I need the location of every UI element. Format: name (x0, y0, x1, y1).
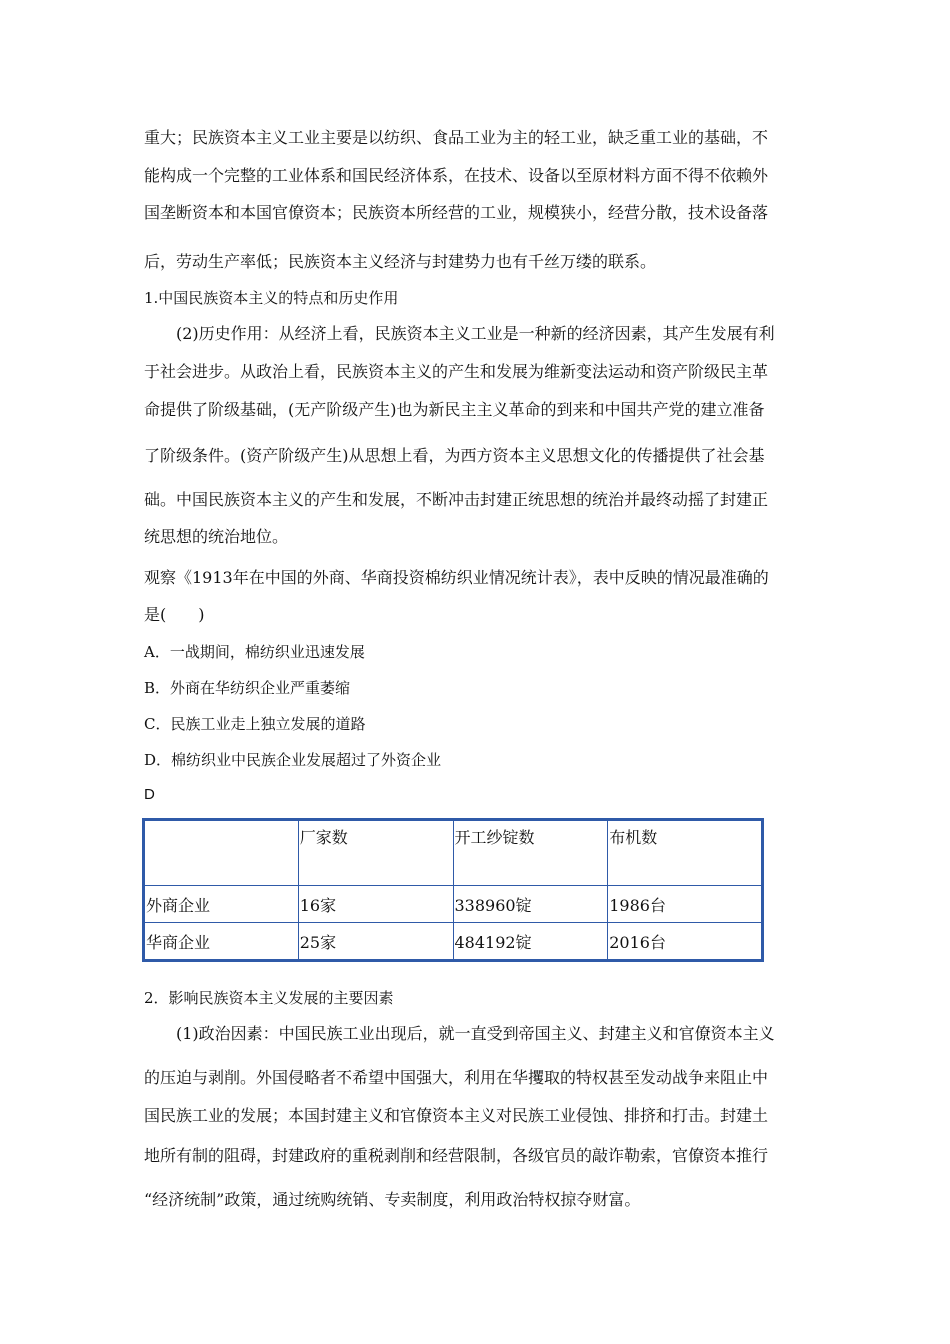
section-heading-2: 2．影响民族资本主义发展的主要因素 (144, 989, 394, 1007)
answer: D (144, 786, 155, 803)
option-b: B．外商在华纺织企业严重萎缩 (144, 679, 351, 697)
paragraph-line: 于社会进步。从政治上看，民族资本主义的产生和发展为维新变法运动和资产阶级民主革 (144, 362, 769, 381)
table-cell: 2016台 (608, 923, 763, 961)
paragraph-line: 了阶级条件。(资产阶级产生)从思想上看，为西方资本主义思想文化的传播提供了社会基 (144, 446, 765, 465)
paragraph-line: 统思想的统治地位。 (144, 527, 289, 546)
paragraph-line: “经济统制”政策，通过统购统销、专卖制度，利用政治特权掠夺财富。 (144, 1190, 641, 1209)
table-cell: 484192锭 (453, 923, 608, 961)
table-cell: 华商企业 (144, 923, 299, 961)
paragraph-line: 重大；民族资本主义工业主要是以纺织、食品工业为主的轻工业，缺乏重工业的基础，不 (144, 128, 769, 147)
paragraph-line: 国垄断资本和本国官僚资本；民族资本所经营的工业，规模狭小，经营分散，技术设备落 (144, 203, 769, 222)
paragraph-line: 能构成一个完整的工业体系和国民经济体系，在技术、设备以至原材料方面不得不依赖外 (144, 166, 769, 185)
paragraph-line: 础。中国民族资本主义的产生和发展，不断冲击封建正统思想的统治并最终动摇了封建正 (144, 490, 769, 509)
table-cell: 外商企业 (144, 886, 299, 923)
question-line: 观察《1913年在中国的外商、华商投资棉纺织业情况统计表》，表中反映的情况最准确的 (144, 568, 769, 587)
table-header-cell: 布机数 (608, 820, 763, 886)
table-header-cell: 厂家数 (298, 820, 453, 886)
paragraph-line: 命提供了阶级基础，(无产阶级产生)也为新民主主义革命的到来和中国共产党的建立准备 (144, 400, 765, 419)
paragraph-line: (2)历史作用：从经济上看，民族资本主义工业是一种新的经济因素，其产生发展有利 (176, 324, 775, 343)
option-d: D．棉纺织业中民族企业发展超过了外资企业 (144, 751, 442, 769)
option-c: C．民族工业走上独立发展的道路 (144, 715, 366, 733)
table-header-row (144, 820, 763, 886)
paragraph-line: (1)政治因素：中国民族工业出现后，就一直受到帝国主义、封建主义和官僚资本主义 (176, 1024, 775, 1043)
paragraph-line: 的压迫与剥削。外国侵略者不希望中国强大，利用在华攫取的特权甚至发动战争来阻止中 (144, 1068, 769, 1087)
table-cell: 25家 (298, 923, 453, 961)
section-heading-1: 1.中国民族资本主义的特点和历史作用 (144, 289, 399, 307)
table-row (144, 886, 763, 923)
question-line: 是( ) (144, 605, 205, 624)
paragraph-line: 国民族工业的发展；本国封建主义和官僚资本主义对民族工业侵蚀、排挤和打击。封建土 (144, 1106, 769, 1125)
statistics-table (142, 818, 764, 962)
paragraph-line: 地所有制的阻碍，封建政府的重税剥削和经营限制，各级官员的敲诈勒索，官僚资本推行 (144, 1146, 769, 1165)
table-header-cell: 开工纱锭数 (453, 820, 608, 886)
table-row (144, 923, 763, 961)
table-cell: 338960锭 (453, 886, 608, 923)
option-a: A．一战期间，棉纺织业迅速发展 (144, 643, 365, 661)
table-cell: 1986台 (608, 886, 763, 923)
table-cell: 16家 (298, 886, 453, 923)
table-header-cell (144, 820, 299, 886)
paragraph-line: 后，劳动生产率低；民族资本主义经济与封建势力也有千丝万缕的联系。 (144, 252, 657, 271)
